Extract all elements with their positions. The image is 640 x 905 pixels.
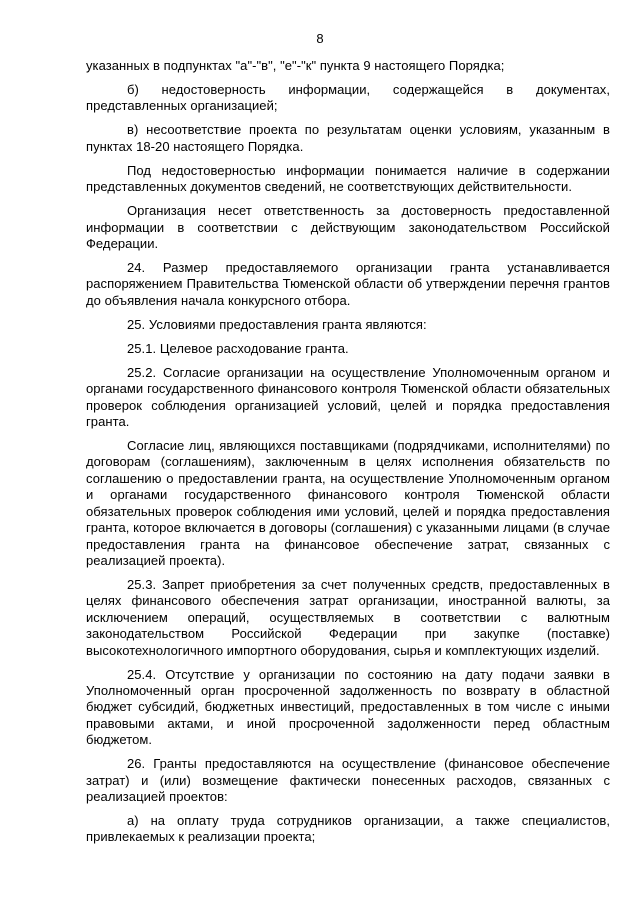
paragraph-26: 26. Гранты предоставляются на осуществление (финансовое обеспечение затрат) и (или) возмещение фактически понесенных расходов, связанных с реализацией проектов:	[86, 756, 610, 804]
paragraph-25-2: 25.2. Согласие организации на осуществление Уполномоченным органом и органами государственного финансового контроля Тюменской области обязательных проверок соблюдения организацией условий, целей и порядка предоставления гранта.	[86, 364, 610, 430]
paragraph-responsibility: Организация несет ответственность за достоверность предоставленной информации в соответствии с действующим законодательством Российской Федерации.	[86, 203, 610, 252]
paragraph-25-1: 25.1. Целевое расходование гранта.	[127, 340, 349, 356]
paragraph-definition: Под недостоверностью информации понимается наличие в содержании представленных документов сведений, не соответствующих действительности.	[86, 162, 610, 195]
paragraph-item-b: б) недостоверность информации, содержащейся в документах, представленных организацией;	[86, 82, 610, 114]
paragraph-item-v: в) несоответствие проекта по результатам оценки условиям, указанным в пунктах 18-20 настоящего Порядка.	[86, 122, 610, 154]
paragraph-24: 24. Размер предоставляемого организации гранта устанавливается распоряжением Правительства Тюменской области об утверждении перечня грантов до объявления начала конкурсного отбора.	[86, 260, 610, 308]
page-number: 8	[316, 31, 324, 46]
document-body	[86, 58, 610, 853]
paragraph-consent: Согласие лиц, являющихся поставщиками (подрядчиками, исполнителями) по договорам (соглашениям), заключенным в целях исполнения обязательств по соглашению о предоставлении гранта, на осуществление Уполномоченным органом и органами государственного финансового контроля Тюменской области обязательных проверок соблюдения ими условий, целей и порядка предоставления гранта, которое включается в договоры (соглашения) с указанными лицами (в случае предоставления гранта на финансовое обеспечение затрат, связанных с реализацией проекта).	[86, 438, 610, 568]
paragraph-25: 25. Условиями предоставления гранта являются:	[127, 316, 427, 332]
paragraph-25-4: 25.4. Отсутствие у организации по состоянию на дату подачи заявки в Уполномоченный орган просроченной задолженность по возврату в областной бюджет субсидий, бюджетных инвестиций, предоставленных в том числе с иными правовыми актами, и иной просроченной задолженности перед областным бюджетом.	[86, 666, 610, 748]
paragraph-item-a: а) на оплату труда сотрудников организации, а также специалистов, привлекаемых к реализации проекта;	[86, 812, 610, 845]
paragraph-25-3: 25.3. Запрет приобретения за счет полученных средств, предоставленных в целях финансового обеспечения затрат организации, иностранной валюты, за исключением операций, осуществляемых в соответствии с валютным законодательством Российской Федерации при закупке (поставке) высокотехнологичного импортного оборудования, сырья и комплектующих изделий.	[86, 576, 610, 658]
paragraph-continuation: указанных в подпунктах "а"-"в", "е"-"к" пункта 9 настоящего Порядка;	[86, 58, 505, 73]
